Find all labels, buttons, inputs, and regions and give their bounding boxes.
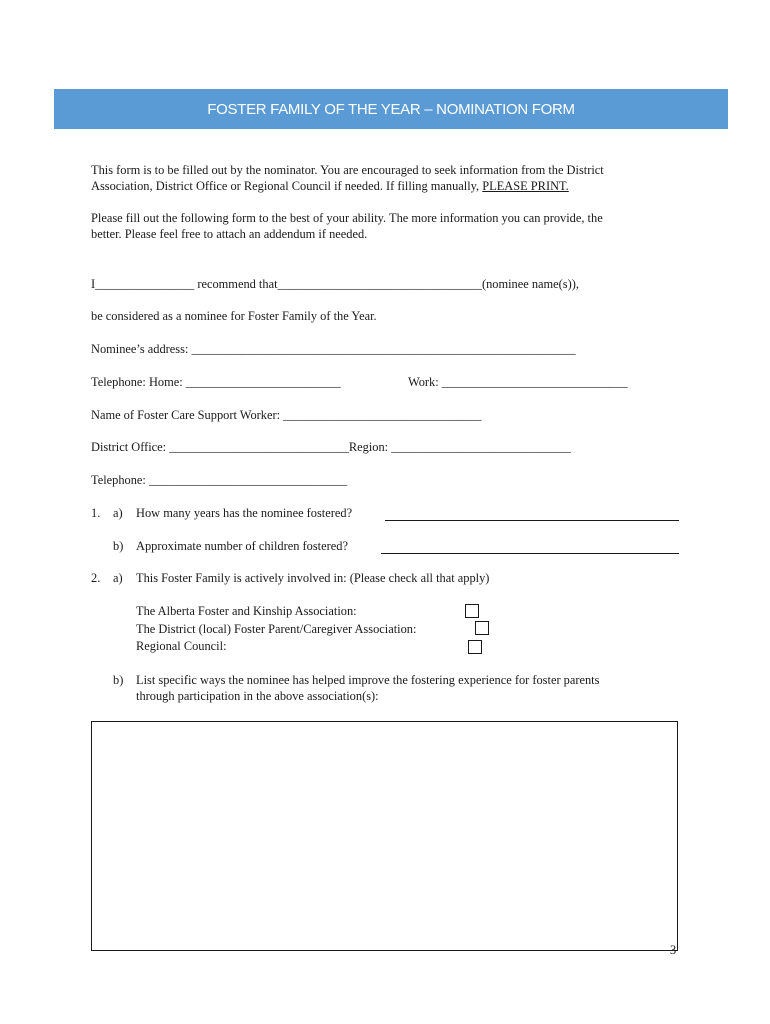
nominee-address-field[interactable]: Nominee’s address: ______________________________________________________________ — [91, 342, 576, 356]
district-office-region-field[interactable]: District Office: _____________________________Region: _____________________________ — [91, 440, 571, 454]
please-print-emphasis: PLEASE PRINT. — [482, 179, 569, 193]
option-alberta-association-label: The Alberta Foster and Kinship Association: — [136, 604, 357, 618]
years-fostered-answer-line[interactable] — [385, 520, 679, 521]
option-regional-council-label: Regional Council: — [136, 639, 227, 653]
instructions-line-1: Please fill out the following form to the best of your ability. The more information you can provide, the — [91, 211, 603, 225]
considered-statement: be considered as a nominee for Foster Family of the Year. — [91, 309, 377, 323]
question-1-number: 1. — [91, 506, 101, 520]
instructions-line-2: better. Please feel free to attach an addendum if needed. — [91, 227, 368, 241]
telephone-work-field[interactable]: Work: ______________________________ — [408, 375, 628, 389]
intro-line-1: This form is to be filled out by the nominator. You are encouraged to seek information from the District — [91, 163, 604, 177]
children-fostered-answer-line[interactable] — [381, 553, 679, 554]
option-district-association-checkbox[interactable] — [475, 621, 489, 635]
support-worker-field[interactable]: Name of Foster Care Support Worker: ________________________________ — [91, 408, 482, 422]
option-district-association-label: The District (local) Foster Parent/Caregiver Association: — [136, 622, 417, 636]
intro-line-2 — [91, 178, 569, 195]
telephone-field[interactable]: Telephone: ________________________________ — [91, 473, 348, 487]
telephone-home-field[interactable]: Telephone: Home: _________________________ — [91, 375, 341, 389]
question-2a-letter: a) — [113, 571, 123, 585]
question-2b-text-line-2: through participation in the above association(s): — [136, 689, 379, 703]
question-1b-text: Approximate number of children fostered? — [136, 539, 348, 553]
option-regional-council-checkbox[interactable] — [468, 640, 482, 654]
question-2b-text-line-1: List specific ways the nominee has helped improve the fostering experience for foster parents — [136, 673, 600, 687]
form-title-banner — [54, 89, 728, 129]
question-1a-text: How many years has the nominee fostered? — [136, 506, 353, 520]
question-2a-text: This Foster Family is actively involved in: (Please check all that apply) — [136, 571, 490, 585]
intro-line-2-text: Association, District Office or Regional Council if needed. If filling manually, — [91, 179, 483, 193]
question-1a-letter: a) — [113, 506, 123, 520]
question-1b-letter: b) — [113, 539, 124, 553]
option-alberta-association-checkbox[interactable] — [465, 604, 479, 618]
association-involvement-answer-box[interactable] — [91, 721, 678, 951]
question-2-number: 2. — [91, 571, 101, 585]
page-number: 3 — [670, 943, 677, 957]
question-2b-letter: b) — [113, 673, 124, 687]
recommend-field[interactable]: I________________ recommend that_________________________________(nominee name(s)), — [91, 277, 579, 291]
form-title: FOSTER FAMILY OF THE YEAR – NOMINATION FORM — [207, 100, 575, 118]
